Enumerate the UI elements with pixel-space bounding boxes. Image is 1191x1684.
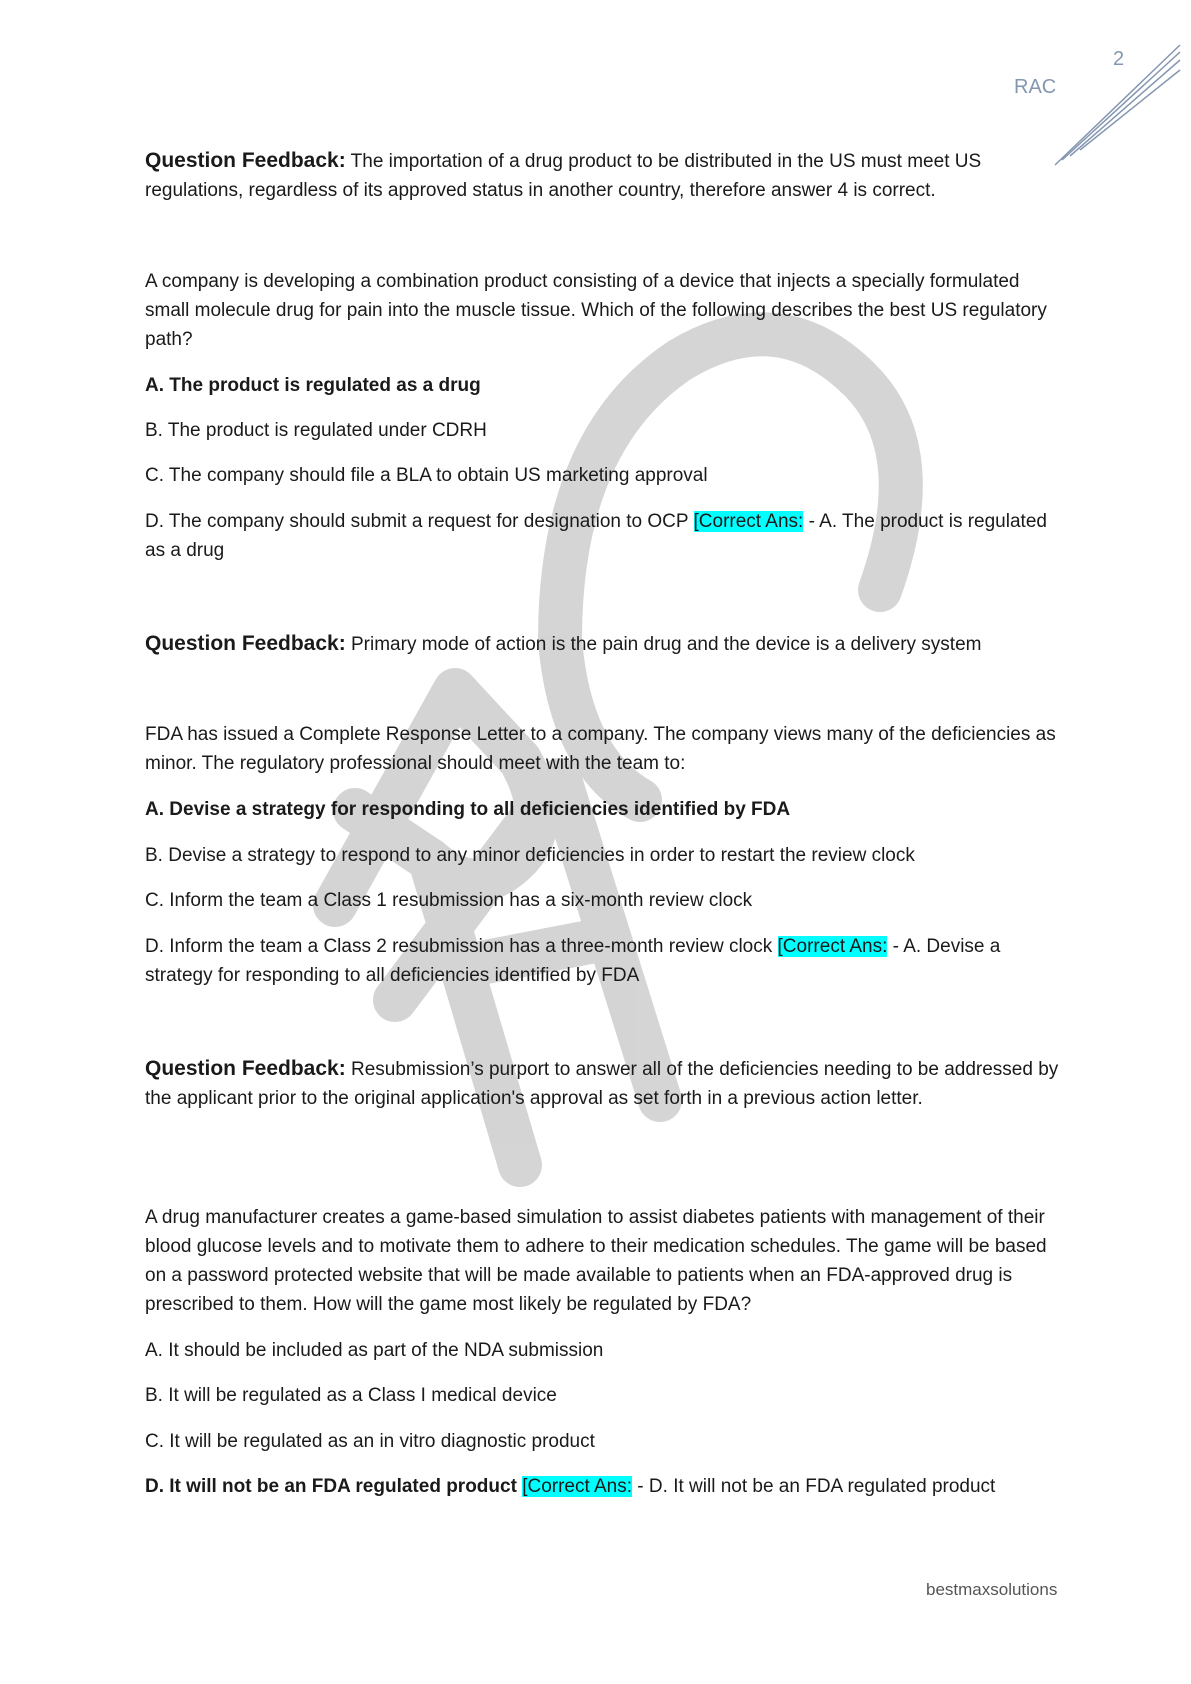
- answer-option: A. The product is regulated as a drug: [145, 375, 481, 396]
- question-text: FDA has issued a Complete Response Letter to a company. The company views many of the deficiencies as minor. The regulatory professional should meet with the team to:: [145, 724, 1056, 774]
- question-feedback: [145, 1054, 1060, 1113]
- answer-option: A. It should be included as part of the NDA submission: [145, 1340, 604, 1361]
- correct-answer-text: - D. It will not be an FDA regulated product: [632, 1476, 996, 1497]
- answer-option: B. Devise a strategy to respond to any minor deficiencies in order to restart the review clock: [145, 845, 915, 866]
- header-title: RAC: [1014, 76, 1057, 98]
- feedback-label: Question Feedback:: [145, 149, 346, 172]
- page-number: 2: [1113, 48, 1125, 70]
- correct-answer-text: - A. The product is regulated as a drug: [145, 511, 1047, 561]
- feedback-label: Question Feedback:: [145, 1057, 346, 1080]
- feedback-label: Question Feedback:: [145, 632, 346, 655]
- answer-option: A. Devise a strategy for responding to all deficiencies identified by FDA: [145, 799, 791, 820]
- question-feedback: [145, 146, 1060, 205]
- feedback-text: Primary mode of action is the pain drug and the device is a delivery system: [345, 634, 982, 655]
- feedback-text: Resubmission’s purport to answer all of the deficiencies needing to be addressed by the applicant prior to the original application's approval as set forth in a previous action letter.: [145, 1059, 1059, 1109]
- answer-option: C. It will be regulated as an in vitro diagnostic product: [145, 1431, 595, 1452]
- answer-option: [145, 507, 1060, 565]
- feedback-text: The importation of a drug product to be distributed in the US must meet US regulations, regardless of its approved status in another country, therefore answer 4 is correct.: [145, 151, 982, 201]
- footer-text: bestmaxsolutions: [926, 1580, 1058, 1599]
- correct-answer-label: [Correct Ans:: [777, 936, 888, 957]
- answer-option: B. It will be regulated as a Class I medical device: [145, 1385, 557, 1406]
- answer-option: C. The company should file a BLA to obtain US marketing approval: [145, 465, 708, 486]
- answer-option: B. The product is regulated under CDRH: [145, 420, 487, 441]
- option-text: D. The company should submit a request for designation to OCP: [145, 511, 694, 532]
- option-text: D. Inform the team a Class 2 resubmission has a three-month review clock: [145, 936, 778, 957]
- answer-option: C. Inform the team a Class 1 resubmission has a six-month review clock: [145, 890, 753, 911]
- correct-answer-label: [Correct Ans:: [693, 511, 804, 532]
- option-text: D. It will not be an FDA regulated product: [145, 1476, 523, 1497]
- answer-option: [145, 1472, 1060, 1501]
- question-text: A company is developing a combination product consisting of a device that injects a specially formulated small molecule drug for pain into the muscle tissue. Which of the following describes the best US regulatory path?: [145, 271, 1047, 350]
- answer-option: [145, 932, 1060, 990]
- correct-answer-label: [Correct Ans:: [522, 1476, 633, 1497]
- question-text: A drug manufacturer creates a game-based simulation to assist diabetes patients with management of their blood glucose levels and to motivate them to adhere to their medication schedules. The game will be based on a password protected website that will be made available to patients when an FDA-approved drug is prescribed to them. How will the game most likely be regulated by FDA?: [145, 1207, 1047, 1315]
- correct-answer-text: - A. Devise a strategy for responding to all deficiencies identified by FDA: [145, 936, 1001, 986]
- question-feedback: [145, 629, 1060, 659]
